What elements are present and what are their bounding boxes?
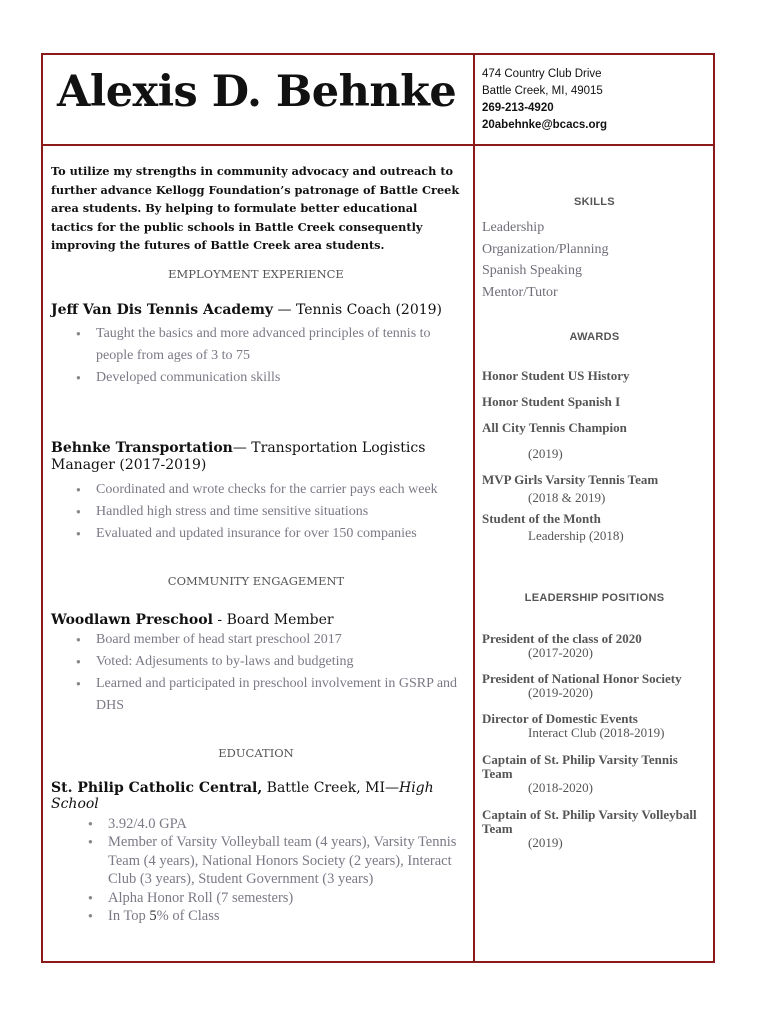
list-item: ● Developed communication skills — [51, 367, 461, 389]
address-line-2: Battle Creek, MI, 49015 — [482, 85, 603, 97]
list-item: ● 3.92/4.0 GPA — [51, 815, 461, 834]
contact-block — [482, 66, 607, 134]
education-heading: EDUCATION — [218, 745, 294, 760]
award-item: MVP Girls Varsity Tennis Team — [482, 472, 659, 487]
award-detail: (2019) — [528, 446, 563, 461]
education-title — [51, 780, 461, 813]
header-divider — [43, 144, 713, 146]
awards-list — [482, 369, 707, 543]
leadership-detail: (2017-2020) — [528, 645, 593, 660]
leadership-item: Captain of St. Philip Varsity Volleyball Team — [482, 807, 697, 836]
skill-item: Leadership — [482, 220, 545, 235]
list-item: ● Alpha Honor Roll (7 semesters) — [51, 889, 461, 908]
job-title-2 — [51, 440, 461, 473]
address-line-1: 474 Country Club Drive — [482, 68, 602, 80]
leadership-item: Director of Domestic Events — [482, 711, 638, 726]
education-bullets — [51, 815, 461, 926]
award-item: Honor Student Spanish I — [482, 394, 621, 409]
leadership-detail: (2018-2020) — [528, 780, 593, 795]
objective-statement: To utilize my strengths in community advocacy and outreach to further advance Kellogg Foundation’s patronage of Battle Creek area students. By helping to formulate better educational tactics for the public schools in Battle Creek consequently improving the futures of Battle Creek area students. — [51, 164, 460, 252]
leadership-detail: (2019) — [528, 835, 563, 850]
job-role-1: — Tennis Coach (2019) — [273, 301, 443, 318]
community-org: Woodlawn Preschool — [51, 612, 213, 628]
list-item: ● Handled high stress and time sensitive situations — [51, 501, 461, 523]
award-detail: Leadership (2018) — [528, 528, 624, 543]
list-item: ● Taught the basics and more advanced principles of tennis to people from ages of 3 to 75 — [51, 323, 461, 367]
community-role: - Board Member — [212, 612, 334, 628]
list-item: ● Member of Varsity Volleyball team (4 years), Varsity Tennis Team (4 years), National Honors Society (2 years), Interact Club (3 years), Student Government (3 years) — [51, 833, 461, 889]
community-title — [51, 612, 461, 629]
list-item: ● Evaluated and updated insurance for over 150 companies — [51, 523, 461, 545]
list-item: ● Voted: Adjesuments to by-laws and budgeting — [51, 651, 461, 673]
sidebar-column — [482, 162, 707, 850]
school-name: St. Philip Catholic Central, — [51, 779, 263, 796]
award-item: Honor Student US History — [482, 368, 630, 383]
list-item: ● Learned and participated in preschool involvement in GSRP and DHS — [51, 673, 461, 717]
school-level: High School — [51, 779, 434, 812]
job-org-2: Behnke Transportation — [51, 440, 233, 456]
skill-item: Spanish Speaking — [482, 263, 582, 278]
skills-heading: SKILLS — [574, 196, 615, 208]
award-item: All City Tennis Champion — [482, 420, 627, 435]
main-column — [51, 162, 461, 926]
awards-heading: AWARDS — [569, 331, 620, 343]
job-title-1 — [51, 302, 461, 319]
rank-prefix: In Top — [108, 908, 150, 924]
leadership-item: Captain of St. Philip Varsity Tennis Team — [482, 752, 678, 781]
leadership-detail: (2019-2020) — [528, 685, 593, 700]
column-divider — [473, 55, 475, 961]
rank-number: 5 — [149, 908, 157, 924]
list-item: ● Coordinated and wrote checks for the carrier pays each week — [51, 479, 461, 501]
rank-suffix: % of Class — [156, 908, 220, 924]
list-item — [51, 907, 461, 926]
resume-frame — [41, 53, 715, 963]
community-heading: COMMUNITY ENGAGEMENT — [167, 574, 345, 588]
school-location: Battle Creek, MI— — [262, 779, 399, 796]
job-bullets-1 — [51, 323, 461, 389]
email-address: 20abehnke@bcacs.org — [482, 119, 607, 131]
list-item: ● Board member of head start preschool 2017 — [51, 629, 461, 651]
phone-number: 269-213-4920 — [482, 102, 554, 114]
leadership-detail: Interact Club (2018-2019) — [528, 725, 665, 740]
community-bullets — [51, 629, 461, 717]
job-bullets-2 — [51, 479, 461, 545]
job-org-1: Jeff Van Dis Tennis Academy — [51, 301, 274, 318]
leadership-item: President of National Honor Society — [482, 671, 682, 686]
skill-item: Mentor/Tutor — [482, 284, 558, 300]
skill-item: Organization/Planning — [482, 241, 609, 257]
job-role-2: — Transportation Logistics Manager (2017-2019) — [51, 440, 426, 473]
award-item: Student of the Month — [482, 511, 601, 526]
skills-list — [482, 217, 707, 303]
leadership-item: President of the class of 2020 — [482, 631, 642, 646]
candidate-name: Alexis D. Behnke — [57, 67, 457, 117]
leadership-heading: LEADERSHIP POSITIONS — [524, 592, 665, 604]
employment-heading: EMPLOYMENT EXPERIENCE — [168, 266, 344, 281]
award-detail: (2018 & 2019) — [528, 490, 606, 505]
leadership-list — [482, 632, 707, 850]
